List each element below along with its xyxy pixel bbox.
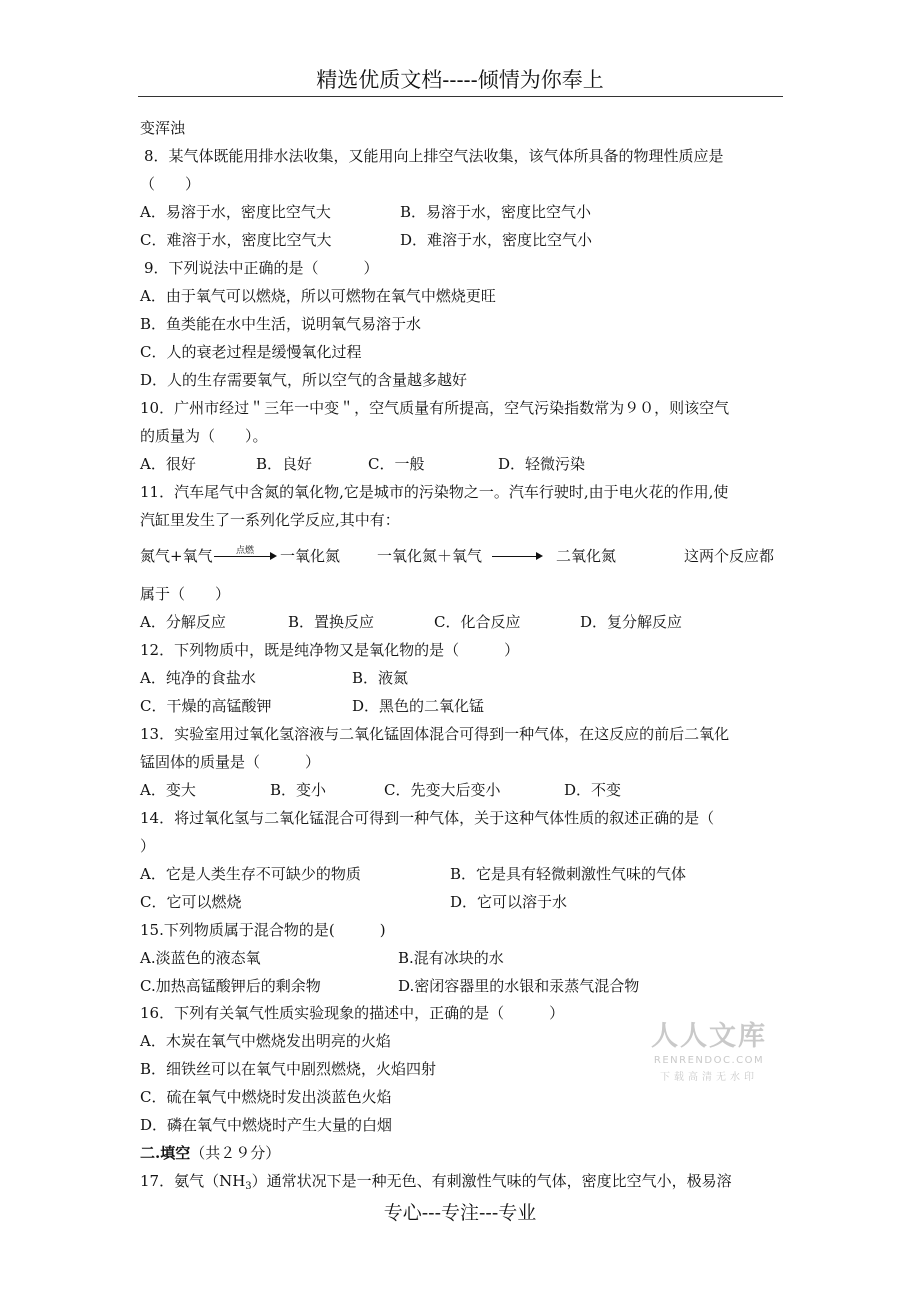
option-12c: C．干燥的高锰酸钾 xyxy=(140,697,272,715)
reaction-condition-label: 点燃 xyxy=(236,546,255,556)
option-10c: C．一般 xyxy=(368,455,425,473)
arrow-right-icon xyxy=(214,546,278,566)
page-header-title: 精选优质文档-----倾情为你奉上 xyxy=(316,68,604,92)
option-10b: B．良好 xyxy=(256,455,313,473)
question-8-bracket: （ ） xyxy=(140,175,201,193)
option-16b: B．细铁丝可以在氧气中剧烈燃烧，火焰四射 xyxy=(140,1060,437,1078)
question-10-cont: 的质量为（ ）。 xyxy=(140,427,268,445)
option-15c: C.加热高锰酸钾后的剩余物 xyxy=(140,977,321,995)
question-11-cont2: 属于（ ） xyxy=(140,585,231,603)
option-14d: D．它可以溶于水 xyxy=(450,893,568,911)
option-13c: C．先变大后变小 xyxy=(384,781,501,799)
option-14c: C．它可以燃烧 xyxy=(140,893,242,911)
question-14-cont: ） xyxy=(140,837,156,855)
question-13: 13．实验室用过氧化氢溶液与二氧化锰固体混合可得到一种气体，在这反应的前后二氧化 xyxy=(140,725,730,743)
question-15: 15.下列物质属于混合物的是( ) xyxy=(140,921,386,939)
question-9: 9．下列说法中正确的是（ ） xyxy=(144,259,379,277)
question-17-subscript: 3 xyxy=(245,1181,252,1192)
option-9d: D．人的生存需要氧气，所以空气的含量越多越好 xyxy=(140,371,468,389)
watermark-subtitle: 下载高清无水印 xyxy=(660,1072,758,1083)
option-11c: C．化合反应 xyxy=(434,613,521,631)
reaction-1-product: 一氧化氮 xyxy=(280,547,341,565)
question-11: 11．汽车尾气中含氮的氧化物,它是城市的污染物之一。汽车行驶时,由于电火花的作用,使 xyxy=(140,483,729,501)
option-10d: D．轻微污染 xyxy=(498,455,586,473)
option-15b: B.混有冰块的水 xyxy=(398,949,504,967)
question-14: 14．将过氧化氢与二氧化锰混合可得到一种气体，关于这种气体性质的叙述正确的是（ xyxy=(140,809,715,827)
option-13a: A．变大 xyxy=(140,781,196,799)
reaction-2-product: 二氧化氮 xyxy=(556,547,617,565)
option-11a: A．分解反应 xyxy=(140,613,226,631)
watermark-logo xyxy=(644,1014,774,1083)
reaction-note: 这两个反应都 xyxy=(684,547,775,565)
header-divider xyxy=(138,96,783,97)
option-9b: B．鱼类能在水中生活，说明氧气易溶于水 xyxy=(140,315,422,333)
section-2-score: （共２９分） xyxy=(190,1144,281,1162)
option-12d: D．黑色的二氧化锰 xyxy=(352,697,485,715)
question-8: 8．某气体既能用排水法收集，又能用向上排空气法收集，该气体所具备的物理性质应是 xyxy=(144,147,724,165)
watermark-site: RENRENDOC.COM xyxy=(653,1055,765,1066)
question-10: 10．广州市经过＂三年一中变＂，空气质量有所提高，空气污染指数常为９０，则该空气 xyxy=(140,399,730,417)
question-16: 16．下列有关氧气性质实验现象的描述中，正确的是（ ） xyxy=(140,1004,565,1022)
question-12: 12．下列物质中，既是纯净物又是氧化物的是（ ） xyxy=(140,641,520,659)
watermark-title: 人人文库 xyxy=(651,1021,767,1052)
option-8b: B．易溶于水，密度比空气小 xyxy=(400,203,592,221)
option-12b: B．液氮 xyxy=(352,669,409,687)
question-11-cont: 汽缸里发生了一系列化学反应,其中有： xyxy=(140,511,400,529)
option-8d: D．难溶于水，密度比空气小 xyxy=(400,231,593,249)
option-11b: B．置换反应 xyxy=(288,613,375,631)
question-17-start: 17．氨气（NH xyxy=(140,1172,246,1190)
option-10a: A．很好 xyxy=(140,455,196,473)
reaction-1-reactants: 氮气+氧气 xyxy=(140,547,213,565)
page-footer: 专心---专注---专业 xyxy=(383,1202,537,1224)
option-9c: C．人的衰老过程是缓慢氧化过程 xyxy=(140,343,362,361)
option-14b: B．它是具有轻微刺激性气味的气体 xyxy=(450,865,687,883)
question-17-rest: ）通常状况下是一种无色、有刺激性气味的气体，密度比空气小，极易溶 xyxy=(251,1172,732,1190)
question-13-cont: 锰固体的质量是（ ） xyxy=(140,753,321,771)
option-16a: A．木炭在氧气中燃烧发出明亮的火焰 xyxy=(140,1032,391,1050)
option-14a: A．它是人类生存不可缺少的物质 xyxy=(140,865,361,883)
arrow-right-icon xyxy=(492,546,546,566)
section-2-title: 二.填空 xyxy=(140,1144,191,1162)
option-9a: A．由于氧气可以燃烧，所以可燃物在氧气中燃烧更旺 xyxy=(140,287,496,305)
option-16c: C．硫在氧气中燃烧时发出淡蓝色火焰 xyxy=(140,1088,392,1106)
section-2-heading xyxy=(140,1143,280,1163)
text-line: 变浑浊 xyxy=(140,119,186,137)
option-8a: A．易溶于水，密度比空气大 xyxy=(140,203,331,221)
question-17 xyxy=(140,1171,732,1197)
option-13d: D．不变 xyxy=(564,781,622,799)
option-16d: D．磷在氧气中燃烧时产生大量的白烟 xyxy=(140,1116,393,1134)
option-8c: C．难溶于水，密度比空气大 xyxy=(140,231,332,249)
option-15a: A.淡蓝色的液态氧 xyxy=(140,949,261,967)
option-12a: A．纯净的食盐水 xyxy=(140,669,256,687)
option-11d: D．复分解反应 xyxy=(580,613,683,631)
option-15d: D.密闭容器里的水银和汞蒸气混合物 xyxy=(398,977,640,995)
reaction-2-reactants: 一氧化氮＋氧气 xyxy=(377,547,483,565)
option-13b: B．变小 xyxy=(270,781,327,799)
